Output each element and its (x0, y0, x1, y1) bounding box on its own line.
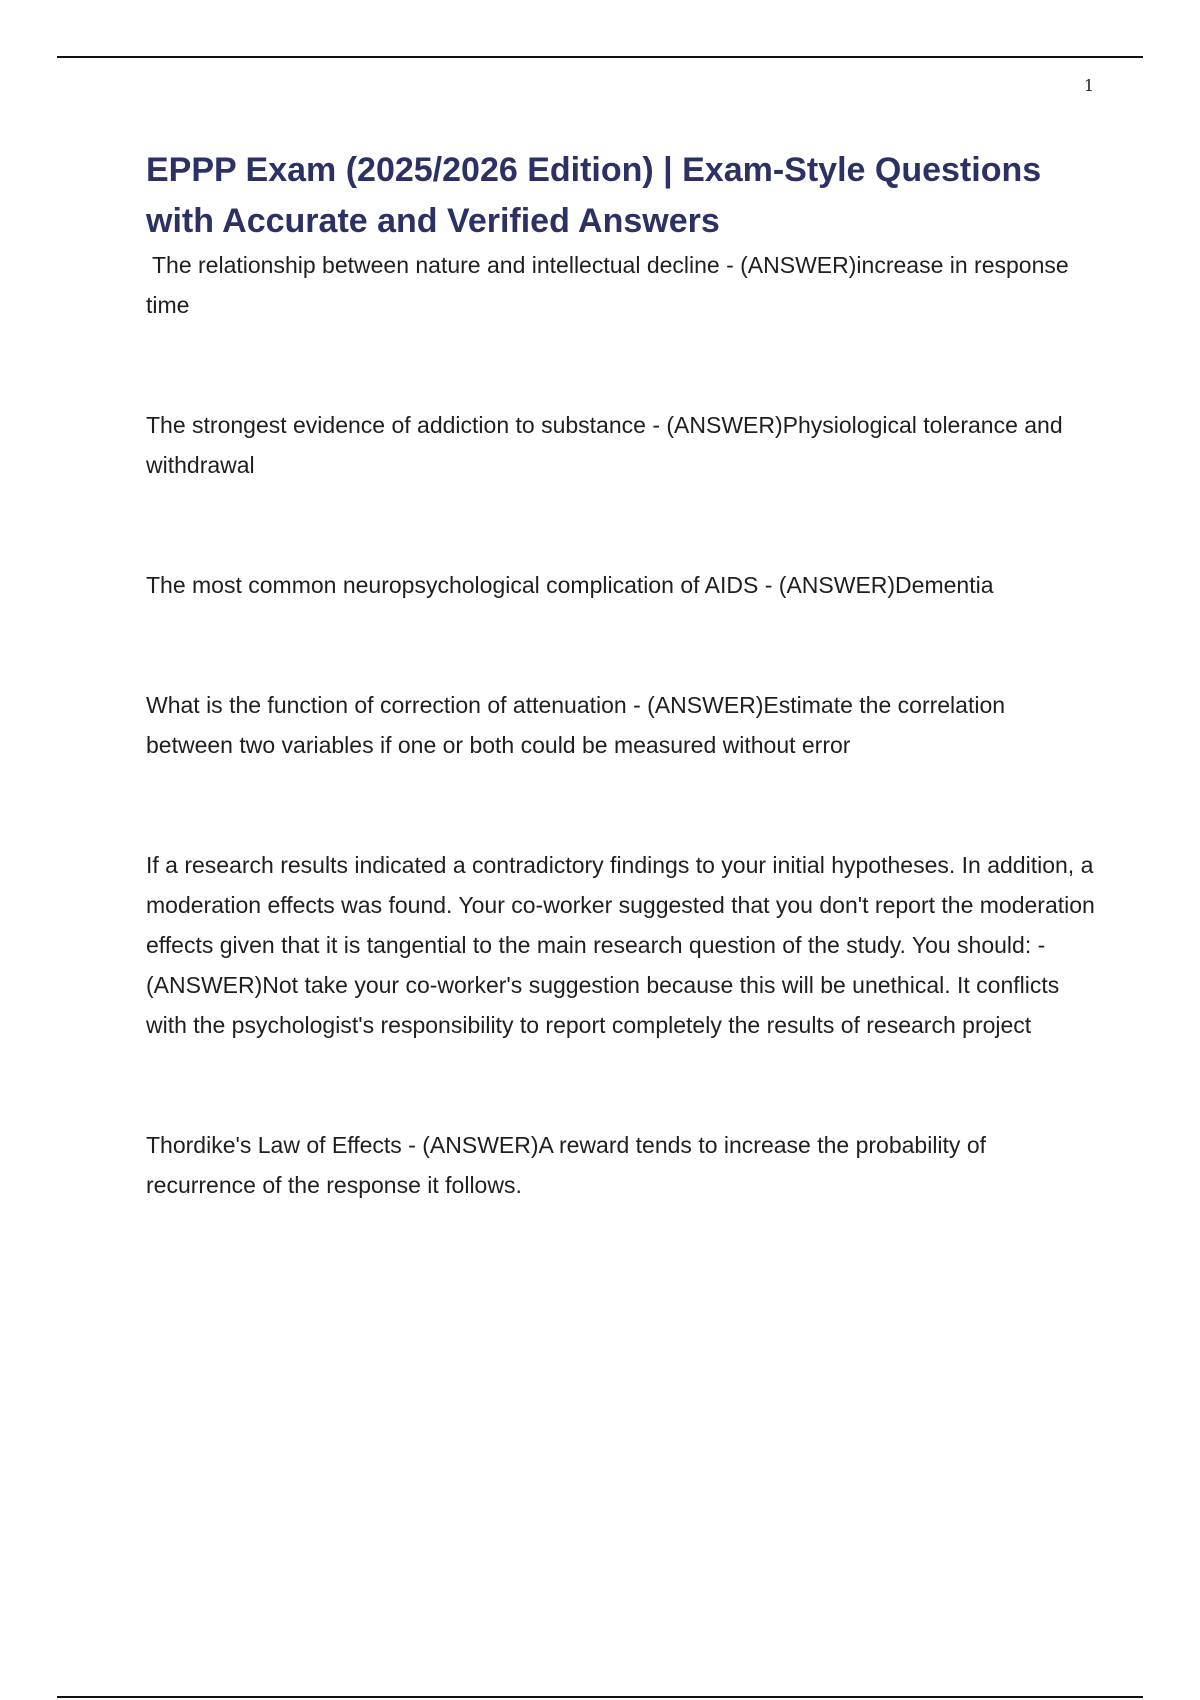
qa-entry: The strongest evidence of addiction to substance - (ANSWER)Physiological tolerance and withdrawal (146, 412, 1063, 478)
qa-entry: If a research results indicated a contradictory findings to your initial hypotheses. In addition, a moderation effects was found. Your co-worker suggested that you don't report the moderation effects given that it is tangential to the main research question of the study. You should: - (ANSWER)Not take your co-worker's suggestion because this will be unethical. It conflicts with the psychologist's responsibility to report completely the results of research project (146, 852, 1095, 1038)
qa-entry: The relationship between nature and intellectual decline - (ANSWER)increase in response time (146, 252, 1069, 318)
qa-entry: Thordike's Law of Effects - (ANSWER)A reward tends to increase the probability of recurrence of the response it follows. (146, 1132, 986, 1198)
page-number: 1 (1083, 76, 1094, 95)
header-rule (57, 56, 1143, 58)
qa-entry: The most common neuropsychological complication of AIDS - (ANSWER)Dementia (146, 572, 994, 598)
qa-entry: What is the function of correction of attenuation - (ANSWER)Estimate the correlation between two variables if one or both could be measured without error (146, 692, 1006, 758)
document-title: EPPP Exam (2025/2026 Edition) | Exam-Style Questions with Accurate and Verified Answers (146, 151, 1042, 240)
document-body (146, 145, 1096, 1205)
footer-rule (57, 1696, 1143, 1698)
